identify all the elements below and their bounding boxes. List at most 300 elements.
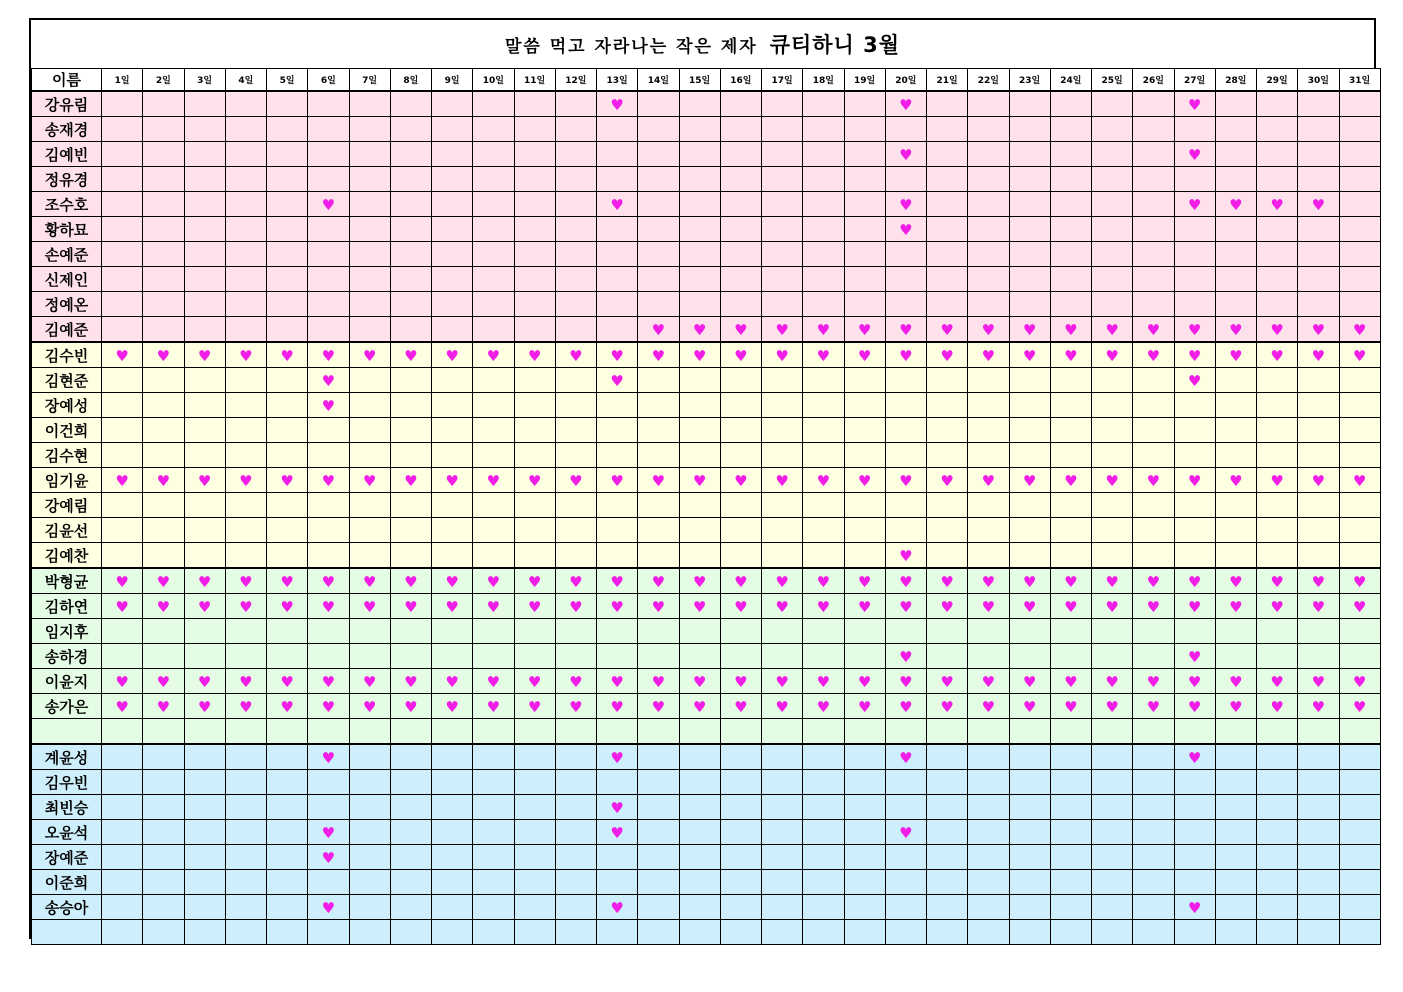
day-cell[interactable] [1092,443,1133,468]
day-cell[interactable] [308,292,349,317]
day-cell[interactable] [1050,895,1091,920]
day-cell[interactable] [225,443,266,468]
day-cell[interactable] [514,418,555,443]
day-cell[interactable] [968,744,1009,770]
day-cell[interactable] [720,719,761,745]
day-cell[interactable] [1215,317,1256,343]
day-cell[interactable] [679,694,720,719]
day-cell[interactable] [225,393,266,418]
day-cell[interactable] [762,292,803,317]
day-cell[interactable] [844,795,885,820]
day-cell[interactable] [1257,594,1298,619]
day-cell[interactable] [1092,91,1133,117]
day-cell[interactable] [1298,393,1339,418]
day-cell[interactable] [184,719,225,745]
day-cell[interactable] [267,117,308,142]
day-cell[interactable] [1339,317,1380,343]
day-cell[interactable] [597,368,638,393]
day-cell[interactable] [473,870,514,895]
day-cell[interactable] [1009,518,1050,543]
day-cell[interactable] [762,719,803,745]
day-cell[interactable] [555,317,596,343]
day-cell[interactable] [1215,820,1256,845]
day-cell[interactable] [803,619,844,644]
day-cell[interactable] [1133,393,1174,418]
day-cell[interactable] [1339,192,1380,217]
day-cell[interactable] [184,895,225,920]
day-cell[interactable] [968,895,1009,920]
day-cell[interactable] [1092,895,1133,920]
day-cell[interactable] [679,368,720,393]
day-cell[interactable] [473,795,514,820]
day-cell[interactable] [1257,242,1298,267]
day-cell[interactable] [184,418,225,443]
day-cell[interactable] [225,744,266,770]
day-cell[interactable] [555,820,596,845]
day-cell[interactable] [349,594,390,619]
day-cell[interactable] [1092,117,1133,142]
day-cell[interactable] [1050,744,1091,770]
day-cell[interactable] [762,619,803,644]
day-cell[interactable] [1174,418,1215,443]
day-cell[interactable] [1174,443,1215,468]
day-cell[interactable] [844,543,885,569]
day-cell[interactable] [762,267,803,292]
day-cell[interactable] [432,418,473,443]
day-cell[interactable] [102,167,143,192]
day-cell[interactable] [762,770,803,795]
day-cell[interactable] [679,568,720,594]
day-cell[interactable] [1257,142,1298,167]
day-cell[interactable] [1174,820,1215,845]
day-cell[interactable] [638,443,679,468]
day-cell[interactable] [390,518,431,543]
day-cell[interactable] [184,468,225,493]
day-cell[interactable] [102,719,143,745]
day-cell[interactable] [390,493,431,518]
day-cell[interactable] [968,518,1009,543]
day-cell[interactable] [803,393,844,418]
day-cell[interactable] [968,669,1009,694]
day-cell[interactable] [1339,267,1380,292]
day-cell[interactable] [803,694,844,719]
day-cell[interactable] [473,644,514,669]
day-cell[interactable] [720,418,761,443]
day-cell[interactable] [803,669,844,694]
day-cell[interactable] [679,142,720,167]
day-cell[interactable] [927,770,968,795]
day-cell[interactable] [679,619,720,644]
day-cell[interactable] [225,619,266,644]
day-cell[interactable] [1339,117,1380,142]
day-cell[interactable] [308,770,349,795]
day-cell[interactable] [720,568,761,594]
day-cell[interactable] [555,342,596,368]
day-cell[interactable] [968,317,1009,343]
day-cell[interactable] [1009,418,1050,443]
day-cell[interactable] [267,468,308,493]
day-cell[interactable] [1133,217,1174,242]
day-cell[interactable] [225,117,266,142]
day-cell[interactable] [143,543,184,569]
day-cell[interactable] [1339,619,1380,644]
day-cell[interactable] [349,770,390,795]
day-cell[interactable] [1339,719,1380,745]
day-cell[interactable] [803,292,844,317]
day-cell[interactable] [803,167,844,192]
day-cell[interactable] [102,543,143,569]
day-cell[interactable] [102,443,143,468]
day-cell[interactable] [679,895,720,920]
day-cell[interactable] [349,644,390,669]
day-cell[interactable] [432,644,473,669]
day-cell[interactable] [308,91,349,117]
day-cell[interactable] [1133,117,1174,142]
day-cell[interactable] [720,795,761,820]
day-cell[interactable] [1050,719,1091,745]
day-cell[interactable] [555,267,596,292]
day-cell[interactable] [390,443,431,468]
day-cell[interactable] [514,568,555,594]
day-cell[interactable] [679,292,720,317]
day-cell[interactable] [225,669,266,694]
day-cell[interactable] [1298,770,1339,795]
day-cell[interactable] [597,91,638,117]
day-cell[interactable] [308,493,349,518]
day-cell[interactable] [1050,795,1091,820]
day-cell[interactable] [638,217,679,242]
day-cell[interactable] [267,493,308,518]
day-cell[interactable] [225,795,266,820]
day-cell[interactable] [349,568,390,594]
day-cell[interactable] [720,518,761,543]
day-cell[interactable] [1257,217,1298,242]
day-cell[interactable] [885,267,926,292]
day-cell[interactable] [1092,393,1133,418]
day-cell[interactable] [885,920,926,945]
day-cell[interactable] [885,795,926,820]
day-cell[interactable] [1339,694,1380,719]
day-cell[interactable] [225,242,266,267]
day-cell[interactable] [514,167,555,192]
day-cell[interactable] [1339,91,1380,117]
day-cell[interactable] [473,217,514,242]
day-cell[interactable] [885,719,926,745]
day-cell[interactable] [267,317,308,343]
day-cell[interactable] [432,292,473,317]
day-cell[interactable] [143,91,184,117]
day-cell[interactable] [143,217,184,242]
day-cell[interactable] [844,694,885,719]
day-cell[interactable] [514,820,555,845]
day-cell[interactable] [102,142,143,167]
day-cell[interactable] [1215,669,1256,694]
day-cell[interactable] [803,192,844,217]
day-cell[interactable] [390,770,431,795]
day-cell[interactable] [844,217,885,242]
day-cell[interactable] [1174,468,1215,493]
day-cell[interactable] [638,242,679,267]
day-cell[interactable] [1298,845,1339,870]
day-cell[interactable] [597,644,638,669]
day-cell[interactable] [267,669,308,694]
day-cell[interactable] [308,393,349,418]
day-cell[interactable] [1339,870,1380,895]
day-cell[interactable] [473,317,514,343]
day-cell[interactable] [308,669,349,694]
day-cell[interactable] [1050,242,1091,267]
day-cell[interactable] [143,518,184,543]
day-cell[interactable] [184,242,225,267]
day-cell[interactable] [514,443,555,468]
day-cell[interactable] [1174,242,1215,267]
day-cell[interactable] [1009,217,1050,242]
day-cell[interactable] [638,820,679,845]
day-cell[interactable] [432,493,473,518]
day-cell[interactable] [514,694,555,719]
day-cell[interactable] [638,795,679,820]
day-cell[interactable] [1257,443,1298,468]
day-cell[interactable] [143,644,184,669]
day-cell[interactable] [473,292,514,317]
day-cell[interactable] [1298,142,1339,167]
day-cell[interactable] [597,292,638,317]
day-cell[interactable] [1298,669,1339,694]
day-cell[interactable] [225,142,266,167]
day-cell[interactable] [1298,91,1339,117]
day-cell[interactable] [349,744,390,770]
day-cell[interactable] [968,418,1009,443]
day-cell[interactable] [1009,669,1050,694]
day-cell[interactable] [225,719,266,745]
day-cell[interactable] [1298,217,1339,242]
day-cell[interactable] [1339,142,1380,167]
day-cell[interactable] [1257,744,1298,770]
day-cell[interactable] [803,795,844,820]
day-cell[interactable] [143,192,184,217]
day-cell[interactable] [473,568,514,594]
day-cell[interactable] [1215,418,1256,443]
day-cell[interactable] [390,644,431,669]
day-cell[interactable] [473,619,514,644]
day-cell[interactable] [885,543,926,569]
day-cell[interactable] [102,795,143,820]
day-cell[interactable] [1092,342,1133,368]
day-cell[interactable] [1009,142,1050,167]
day-cell[interactable] [1133,594,1174,619]
day-cell[interactable] [473,91,514,117]
day-cell[interactable] [1257,870,1298,895]
day-cell[interactable] [102,368,143,393]
day-cell[interactable] [473,594,514,619]
day-cell[interactable] [225,770,266,795]
day-cell[interactable] [1009,770,1050,795]
day-cell[interactable] [597,142,638,167]
day-cell[interactable] [1298,694,1339,719]
day-cell[interactable] [1215,342,1256,368]
day-cell[interactable] [844,619,885,644]
day-cell[interactable] [803,518,844,543]
day-cell[interactable] [308,719,349,745]
day-cell[interactable] [308,317,349,343]
day-cell[interactable] [555,694,596,719]
day-cell[interactable] [638,192,679,217]
day-cell[interactable] [1092,568,1133,594]
day-cell[interactable] [597,795,638,820]
day-cell[interactable] [184,920,225,945]
day-cell[interactable] [885,217,926,242]
day-cell[interactable] [308,217,349,242]
day-cell[interactable] [102,770,143,795]
day-cell[interactable] [102,117,143,142]
day-cell[interactable] [1339,568,1380,594]
day-cell[interactable] [143,167,184,192]
day-cell[interactable] [1133,644,1174,669]
day-cell[interactable] [968,644,1009,669]
day-cell[interactable] [390,895,431,920]
day-cell[interactable] [638,669,679,694]
day-cell[interactable] [308,342,349,368]
day-cell[interactable] [720,317,761,343]
day-cell[interactable] [349,669,390,694]
day-cell[interactable] [1009,192,1050,217]
day-cell[interactable] [1215,242,1256,267]
day-cell[interactable] [1215,845,1256,870]
day-cell[interactable] [803,418,844,443]
day-cell[interactable] [927,644,968,669]
day-cell[interactable] [1174,744,1215,770]
day-cell[interactable] [390,192,431,217]
day-cell[interactable] [1050,594,1091,619]
day-cell[interactable] [308,845,349,870]
day-cell[interactable] [927,744,968,770]
day-cell[interactable] [1257,920,1298,945]
day-cell[interactable] [1257,568,1298,594]
day-cell[interactable] [390,91,431,117]
day-cell[interactable] [143,418,184,443]
day-cell[interactable] [1339,669,1380,694]
day-cell[interactable] [1009,895,1050,920]
day-cell[interactable] [432,619,473,644]
day-cell[interactable] [968,920,1009,945]
day-cell[interactable] [225,167,266,192]
day-cell[interactable] [638,619,679,644]
day-cell[interactable] [1050,870,1091,895]
day-cell[interactable] [1009,744,1050,770]
day-cell[interactable] [1174,568,1215,594]
day-cell[interactable] [597,920,638,945]
day-cell[interactable] [1257,91,1298,117]
day-cell[interactable] [473,368,514,393]
day-cell[interactable] [349,242,390,267]
day-cell[interactable] [720,669,761,694]
day-cell[interactable] [885,443,926,468]
day-cell[interactable] [1257,418,1298,443]
day-cell[interactable] [184,568,225,594]
day-cell[interactable] [1257,368,1298,393]
day-cell[interactable] [1133,795,1174,820]
day-cell[interactable] [1298,242,1339,267]
day-cell[interactable] [720,91,761,117]
day-cell[interactable] [720,870,761,895]
day-cell[interactable] [927,694,968,719]
day-cell[interactable] [1298,493,1339,518]
day-cell[interactable] [597,619,638,644]
day-cell[interactable] [803,242,844,267]
day-cell[interactable] [1009,820,1050,845]
day-cell[interactable] [1092,192,1133,217]
day-cell[interactable] [885,568,926,594]
day-cell[interactable] [514,669,555,694]
day-cell[interactable] [679,167,720,192]
day-cell[interactable] [1339,493,1380,518]
day-cell[interactable] [597,393,638,418]
day-cell[interactable] [885,870,926,895]
day-cell[interactable] [1009,443,1050,468]
day-cell[interactable] [927,91,968,117]
day-cell[interactable] [514,342,555,368]
day-cell[interactable] [432,393,473,418]
day-cell[interactable] [184,795,225,820]
day-cell[interactable] [844,594,885,619]
day-cell[interactable] [225,644,266,669]
day-cell[interactable] [1257,167,1298,192]
day-cell[interactable] [1050,468,1091,493]
day-cell[interactable] [390,820,431,845]
day-cell[interactable] [349,267,390,292]
day-cell[interactable] [225,368,266,393]
day-cell[interactable] [555,167,596,192]
day-cell[interactable] [1092,267,1133,292]
day-cell[interactable] [968,217,1009,242]
day-cell[interactable] [390,669,431,694]
day-cell[interactable] [143,292,184,317]
day-cell[interactable] [1050,418,1091,443]
day-cell[interactable] [514,619,555,644]
day-cell[interactable] [1215,493,1256,518]
day-cell[interactable] [638,317,679,343]
day-cell[interactable] [844,895,885,920]
day-cell[interactable] [432,117,473,142]
day-cell[interactable] [349,91,390,117]
day-cell[interactable] [1298,568,1339,594]
day-cell[interactable] [184,770,225,795]
day-cell[interactable] [1339,920,1380,945]
day-cell[interactable] [927,619,968,644]
day-cell[interactable] [1215,217,1256,242]
day-cell[interactable] [803,91,844,117]
day-cell[interactable] [885,594,926,619]
day-cell[interactable] [1133,317,1174,343]
day-cell[interactable] [432,192,473,217]
day-cell[interactable] [184,518,225,543]
day-cell[interactable] [927,543,968,569]
day-cell[interactable] [225,342,266,368]
day-cell[interactable] [432,368,473,393]
day-cell[interactable] [1215,518,1256,543]
day-cell[interactable] [514,117,555,142]
day-cell[interactable] [473,418,514,443]
day-cell[interactable] [968,368,1009,393]
day-cell[interactable] [514,393,555,418]
day-cell[interactable] [762,870,803,895]
day-cell[interactable] [968,770,1009,795]
day-cell[interactable] [555,468,596,493]
day-cell[interactable] [514,770,555,795]
day-cell[interactable] [679,393,720,418]
day-cell[interactable] [1174,393,1215,418]
day-cell[interactable] [968,267,1009,292]
